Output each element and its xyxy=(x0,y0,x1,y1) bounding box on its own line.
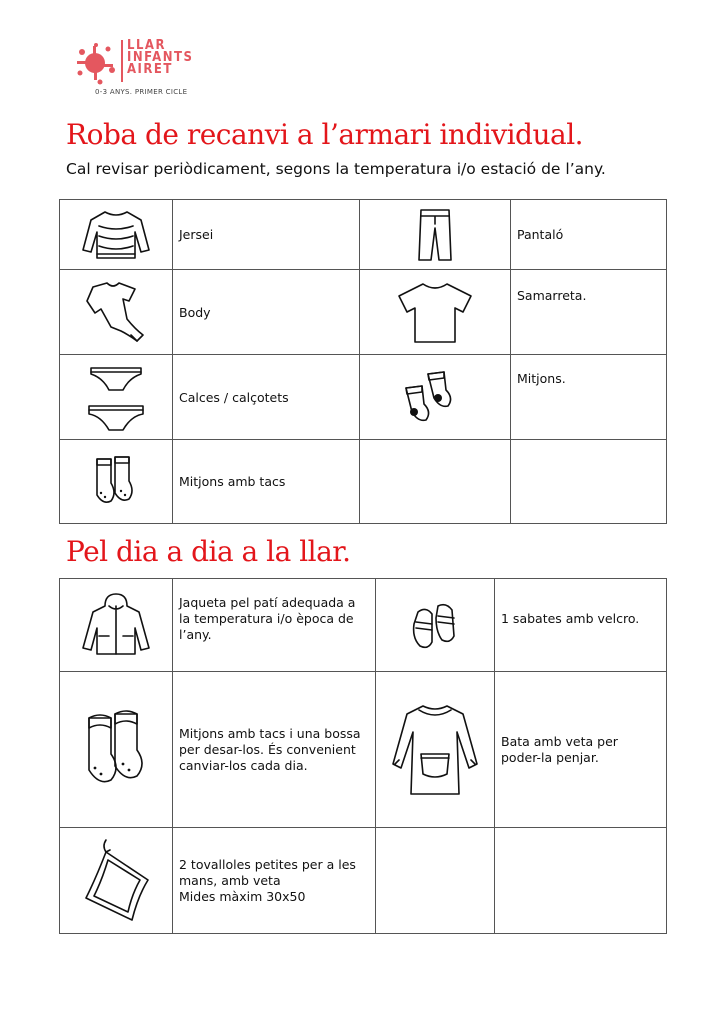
underwear-icon xyxy=(83,360,149,434)
velcro-shoes-icon xyxy=(408,598,462,652)
socks-icon xyxy=(400,368,470,426)
icon-cell xyxy=(60,440,173,524)
logo-subtitle: 0-3 ANYS. PRIMER CICLE xyxy=(95,88,188,96)
tshirt-icon xyxy=(393,278,477,346)
logo-text xyxy=(127,40,193,76)
splash-logo-icon xyxy=(72,40,118,86)
table-row xyxy=(60,672,667,828)
daily-items-table xyxy=(59,578,667,934)
text-line: la temperatura i/o època de xyxy=(179,611,354,626)
text-line: Bata amb veta per xyxy=(501,733,618,749)
icon-cell xyxy=(60,355,173,440)
icon-cell xyxy=(360,200,511,270)
icon-cell xyxy=(60,672,173,828)
empty-cell xyxy=(360,440,511,524)
label-cell xyxy=(173,579,376,672)
text-line: Mitjons amb tacs i una bossa xyxy=(179,725,361,741)
pants-icon xyxy=(415,206,455,264)
logo-line-2: INFANTS xyxy=(127,50,194,65)
icon-cell xyxy=(376,579,495,672)
text-line: 2 tovalloles petites per a les xyxy=(179,856,356,872)
label-cell xyxy=(495,579,667,672)
label-cell: Calces / calçotets xyxy=(173,355,360,440)
sweater-icon xyxy=(79,206,153,264)
towel-icon xyxy=(76,836,156,926)
text-line: per desar-los. És convenient xyxy=(179,741,356,757)
empty-cell xyxy=(495,828,667,934)
logo-divider xyxy=(121,40,123,82)
text-line: Jaqueta pel patí adequada a xyxy=(179,595,356,610)
jacket-icon xyxy=(79,592,153,658)
label-cell xyxy=(173,672,376,828)
label-cell xyxy=(173,828,376,934)
empty-cell xyxy=(511,440,667,524)
grip-socks-icon xyxy=(91,453,141,511)
logo-line-1: LLAR xyxy=(127,38,166,53)
label-cell: Jersei xyxy=(173,200,360,270)
icon-cell xyxy=(360,355,511,440)
label-cell: Pantaló xyxy=(511,200,667,270)
spare-clothes-table xyxy=(59,199,667,524)
icon-cell xyxy=(376,672,495,828)
smock-icon xyxy=(389,698,481,802)
text-line: canviar-los cada dia. xyxy=(179,757,308,773)
table-row xyxy=(60,355,667,440)
icon-cell xyxy=(60,579,173,672)
label-cell: Mitjons amb tacs xyxy=(173,440,360,524)
icon-cell xyxy=(60,270,173,355)
text-line: mans, amb veta xyxy=(179,872,281,888)
section2-title: Pel dia a dia a la llar. xyxy=(66,535,351,568)
logo-line-3: AIRET xyxy=(127,62,173,77)
label-cell: Mitjons. xyxy=(511,355,667,440)
text-line: Mides màxim 30x50 xyxy=(179,888,306,904)
icon-cell xyxy=(60,828,173,934)
table-row xyxy=(60,828,667,934)
grip-socks-icon xyxy=(81,708,151,792)
table-row xyxy=(60,270,667,355)
label-cell: Body xyxy=(173,270,360,355)
text-line: l’any. xyxy=(179,627,212,642)
text-line: 1 sabates amb velcro. xyxy=(501,611,640,626)
table-row xyxy=(60,440,667,524)
label-cell xyxy=(495,672,667,828)
icon-cell xyxy=(60,200,173,270)
table-row xyxy=(60,579,667,672)
section1-subtitle: Cal revisar periòdicament, segons la temperatura i/o estació de l’any. xyxy=(66,160,606,178)
text-line: poder-la penjar. xyxy=(501,749,599,765)
section1-title: Roba de recanvi a l’armari individual. xyxy=(66,118,584,151)
icon-cell xyxy=(360,270,511,355)
empty-cell xyxy=(376,828,495,934)
bodysuit-icon xyxy=(79,279,153,345)
label-cell: Samarreta. xyxy=(511,270,667,355)
table-row xyxy=(60,200,667,270)
